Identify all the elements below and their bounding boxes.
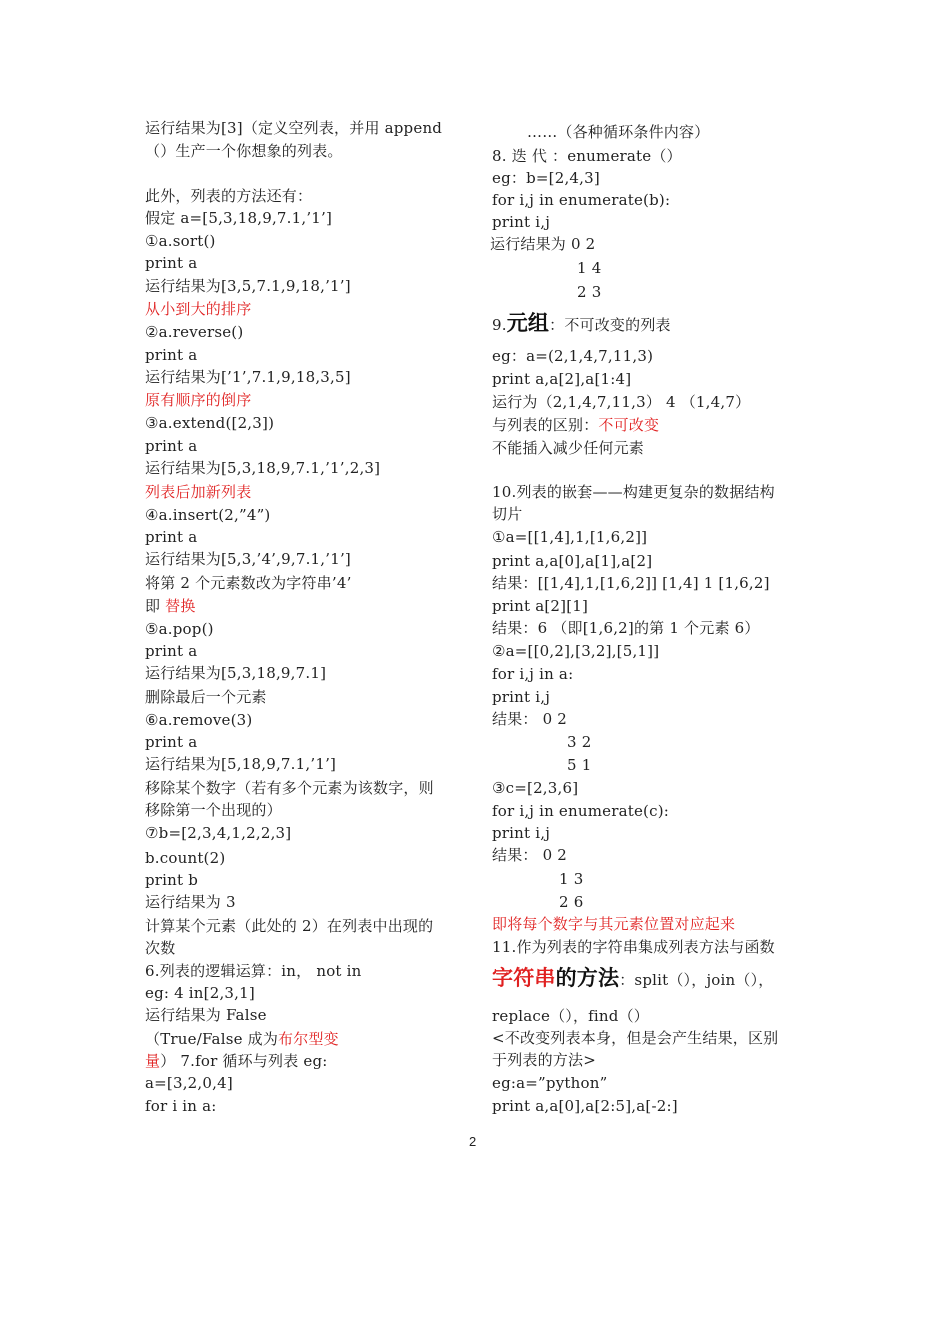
text-line: 3 2: [567, 733, 592, 751]
highlight-note: 原有顺序的倒序: [145, 391, 252, 409]
text-line: ①a=[[1,4],1,[1,6,2]]: [492, 528, 648, 546]
text-line: 运行结果为[5,3,18,9,7.1]: [145, 664, 327, 682]
code-line: for i,j in a:: [492, 665, 574, 683]
text-span: 与列表的区别：: [492, 416, 599, 434]
text-line: 删除最后一个元素: [145, 688, 267, 706]
section-heading: 8. 迭 代 ：enumerate（）: [492, 147, 682, 165]
text-line: 运行结果为 0 2: [490, 235, 596, 253]
text-line: 移除某个数字（若有多个元素为该数字，则: [145, 779, 434, 797]
text-line: 运行结果为 3: [145, 893, 236, 911]
text-span: （True/False 成为: [145, 1030, 279, 1048]
text-line: 运行结果为[3]（定义空列表，并用 append: [145, 119, 443, 137]
text-line: 切片: [492, 505, 523, 523]
text-line: 运行为（2,1,4,7,11,3） 4 （1,4,7）: [492, 393, 751, 411]
text-line: 将第 2 个元素数改为字符串’4’: [145, 574, 352, 592]
code-line: print a,a[0],a[1],a[2]: [492, 552, 653, 570]
highlight-note: 从小到大的排序: [145, 300, 252, 318]
text-line: [492, 415, 659, 435]
text-line: ⑥a.remove(3): [145, 711, 253, 729]
text-line: <不改变列表本身，但是会产生结果，区别: [492, 1029, 779, 1047]
code-line: for i,j in enumerate(b):: [492, 191, 671, 209]
text-line: ③a.extend([2,3]): [145, 414, 275, 432]
text-line: eg:a=”python”: [492, 1074, 608, 1092]
code-line: print a: [145, 733, 198, 751]
text-line: eg: 4 in[2,3,1]: [145, 984, 255, 1002]
text-line: 计算某个元素（此处的 2）在列表中出现的: [145, 917, 434, 935]
code-line: for i in a:: [145, 1097, 217, 1115]
text-span: ：split（），join（），: [619, 971, 774, 989]
code-line: print b: [145, 871, 199, 889]
text-line: （）生产一个你想象的列表。: [145, 142, 343, 160]
highlight-note: 布尔型变: [278, 1030, 339, 1048]
text-line: eg：b=[2,4,3]: [492, 169, 600, 187]
text-line: ②a=[[0,2],[3,2],[5,1]]: [492, 642, 660, 660]
emphasis-term: 的方法: [555, 966, 620, 990]
text-line: [145, 596, 196, 616]
highlight-note: 不可改变: [598, 416, 660, 434]
text-line: 运行结果为[5,3,18,9,7.1,’1’,2,3]: [145, 459, 381, 477]
text-span: ：不可改变的列表: [549, 316, 671, 334]
text-line: 次数: [145, 939, 176, 957]
text-line: ④a.insert(2,”4”): [145, 506, 271, 524]
section-heading: 10.列表的嵌套——构建更复杂的数据结构: [492, 483, 775, 501]
text-line: 结果： 0 2: [492, 710, 568, 728]
code-line: print a,a[2],a[1:4]: [492, 370, 632, 388]
text-line: 1 3: [559, 870, 584, 888]
highlight-note: 即将每个数字与其元素位置对应起来: [492, 915, 736, 933]
text-line: [145, 1029, 339, 1049]
code-line: a=[3,2,0,4]: [145, 1074, 233, 1092]
section-heading: 11.作为列表的字符串集成列表方法与函数: [492, 938, 775, 956]
text-line: 不能插入减少任何元素: [492, 439, 645, 457]
text-line: ⑤a.pop(): [145, 620, 214, 638]
code-line: print a[2][1]: [492, 597, 589, 615]
code-line: b.count(2): [145, 849, 226, 867]
code-line: print a: [145, 642, 198, 660]
section-heading: [492, 313, 671, 335]
text-line: 运行结果为 False: [145, 1006, 267, 1024]
code-line: print i,j: [492, 824, 551, 842]
text-span: 即: [145, 597, 166, 615]
highlight-note: 替换: [165, 597, 196, 615]
page-number: 2: [469, 1134, 477, 1149]
code-line: print a: [145, 346, 198, 364]
text-line: 此外，列表的方法还有：: [145, 187, 313, 205]
text-line: 5 1: [567, 756, 592, 774]
text-span: ） 7.for 循环与列表 eg:: [160, 1052, 328, 1070]
highlight-note: 量: [145, 1052, 161, 1070]
text-line: 2 3: [577, 283, 602, 301]
text-line: 于列表的方法>: [492, 1051, 596, 1069]
text-line: 运行结果为[3,5,7.1,9,18,’1’]: [145, 277, 351, 295]
text-line: ①a.sort(): [145, 232, 216, 250]
text-line: 结果：6 （即[1,6,2]的第 1 个元素 6）: [492, 619, 760, 637]
code-line: print i,j: [492, 213, 551, 231]
text-line: 2 6: [559, 893, 584, 911]
code-line: print a: [145, 254, 198, 272]
text-line: 运行结果为[’1’,7.1,9,18,3,5]: [145, 368, 351, 386]
text-line: 结果：[[1,4],1,[1,6,2]] [1,4] 1 [1,6,2]: [492, 574, 770, 592]
text-line: [145, 1051, 328, 1071]
text-line: 6.列表的逻辑运算：in， not in: [145, 962, 362, 980]
text-line: 1 4: [577, 259, 602, 277]
text-line: eg：a=(2,1,4,7,11,3): [492, 347, 654, 365]
text-line: ……（各种循环条件内容）: [527, 123, 710, 141]
text-line: 假定 a=[5,3,18,9,7.1,’1’]: [145, 209, 333, 227]
highlight-note: 列表后加新列表: [145, 483, 252, 501]
emphasis-term: 元组: [506, 311, 550, 335]
text-line: ②a.reverse(): [145, 323, 244, 341]
text-line: 移除第一个出现的）: [145, 801, 282, 819]
text-line: replace（），find（）: [492, 1007, 649, 1025]
code-line: for i,j in enumerate(c):: [492, 802, 670, 820]
text-line: 运行结果为[5,18,9,7.1,’1’]: [145, 755, 337, 773]
code-line: print i,j: [492, 688, 551, 706]
emphasis-term: 字符串: [492, 966, 556, 990]
code-line: print a,a[0],a[2:5],a[-2:]: [492, 1097, 678, 1115]
text-line: [492, 968, 773, 990]
text-line: 运行结果为[5,3,’4’,9,7.1,’1’]: [145, 550, 351, 568]
code-line: print a: [145, 437, 198, 455]
text-line: ③c=[2,3,6]: [492, 779, 579, 797]
text-span: 9.: [492, 316, 507, 334]
text-line: ⑦b=[2,3,4,1,2,2,3]: [145, 824, 292, 842]
text-line: 结果： 0 2: [492, 846, 568, 864]
code-line: print a: [145, 528, 198, 546]
